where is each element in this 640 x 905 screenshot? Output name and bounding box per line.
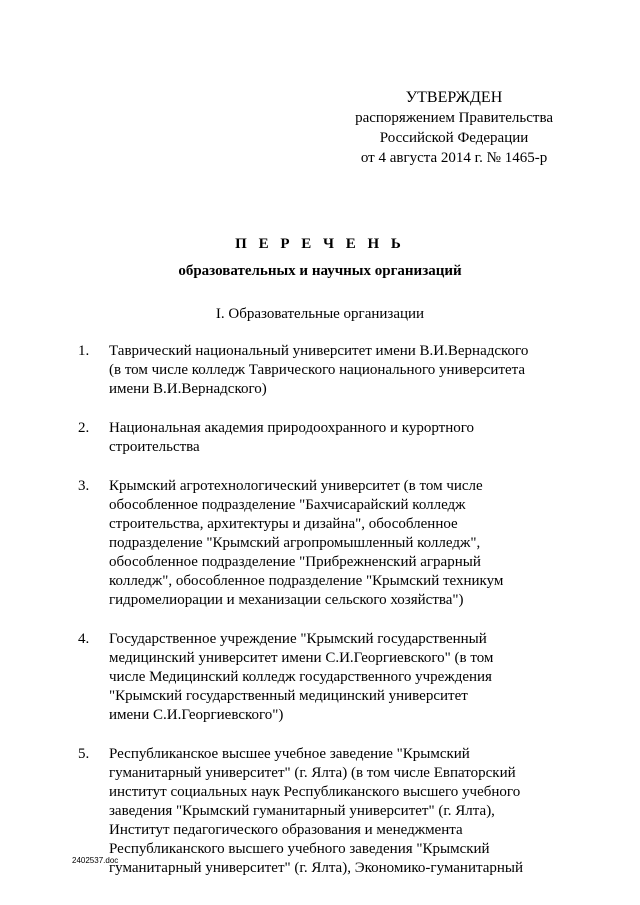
- item-number: 5.: [78, 746, 90, 762]
- approval-line-4: от 4 августа 2014 г. № 1465-р: [360, 150, 548, 166]
- approval-block: [355, 88, 553, 168]
- item-number: 1.: [78, 343, 90, 359]
- item-line: Государственное учреждение "Крымский государственный: [109, 631, 487, 647]
- item-line: обособленное подразделение "Бахчисарайский колледж: [109, 497, 466, 513]
- item-line: Крымский агротехнологический университет (в том числе: [109, 478, 483, 494]
- organization-list: [78, 342, 548, 898]
- item-line: гуманитарный университет" (г. Ялта), Экономико-гуманитарный: [109, 860, 524, 876]
- list-item: [78, 342, 548, 399]
- item-number: 2.: [78, 420, 90, 436]
- item-line: Республиканское высшее учебное заведение "Крымский: [109, 746, 470, 762]
- approval-heading: УТВЕРЖДЕН: [405, 89, 503, 106]
- item-line: "Крымский государственный медицинский университет: [109, 688, 468, 704]
- approval-line-2: распоряжением Правительства: [355, 110, 553, 126]
- item-line: Таврический национальный университет имени В.И.Вернадского: [109, 343, 529, 359]
- item-line: Республиканского высшего учебного заведения "Крымский: [109, 841, 490, 857]
- item-text: [109, 477, 548, 610]
- item-text: [109, 745, 548, 878]
- item-line: числе Медицинский колледж государственного учреждения: [109, 669, 492, 685]
- item-text: [109, 342, 548, 399]
- item-line: колледж", обособленное подразделение "Крымский техникум: [109, 573, 504, 589]
- list-item: [78, 745, 548, 878]
- item-line: гидромелиорации и механизации сельского хозяйства"): [109, 592, 464, 608]
- file-name-footer: 2402537.doc: [72, 856, 119, 865]
- item-text: [109, 419, 548, 457]
- item-text: [109, 630, 548, 725]
- item-line: имени С.И.Георгиевского"): [109, 707, 284, 723]
- list-item: [78, 477, 548, 610]
- item-line: Институт педагогического образования и менеджмента: [109, 822, 463, 838]
- section-heading: I. Образовательные организации: [215, 306, 425, 322]
- approval-line-3: Российской Федерации: [379, 130, 529, 146]
- item-number: 3.: [78, 478, 90, 494]
- item-line: строительства, архитектуры и дизайна", обособленное: [109, 516, 458, 532]
- document-subtitle: образовательных и научных организаций: [178, 263, 462, 279]
- item-line: Национальная академия природоохранного и курортного: [109, 420, 474, 436]
- item-number: 4.: [78, 631, 90, 647]
- item-line: заведения "Крымский гуманитарный университет" (г. Ялта),: [109, 803, 495, 819]
- document-title: П Е Р Е Ч Е Н Ь: [235, 236, 405, 252]
- item-line: гуманитарный университет" (г. Ялта) (в том числе Евпаторский: [109, 765, 516, 781]
- list-item: [78, 419, 548, 457]
- item-line: подразделение "Крымский агропромышленный колледж",: [109, 535, 481, 551]
- item-line: медицинский университет имени С.И.Георгиевского" (в том: [109, 650, 494, 666]
- item-line: строительства: [109, 439, 200, 455]
- item-line: имени В.И.Вернадского): [109, 381, 267, 397]
- list-item: [78, 630, 548, 725]
- item-line: обособленное подразделение "Прибрежненский аграрный: [109, 554, 481, 570]
- item-line: (в том числе колледж Таврического национального университета: [109, 362, 526, 378]
- item-line: институт социальных наук Республиканского высшего учебного: [109, 784, 521, 800]
